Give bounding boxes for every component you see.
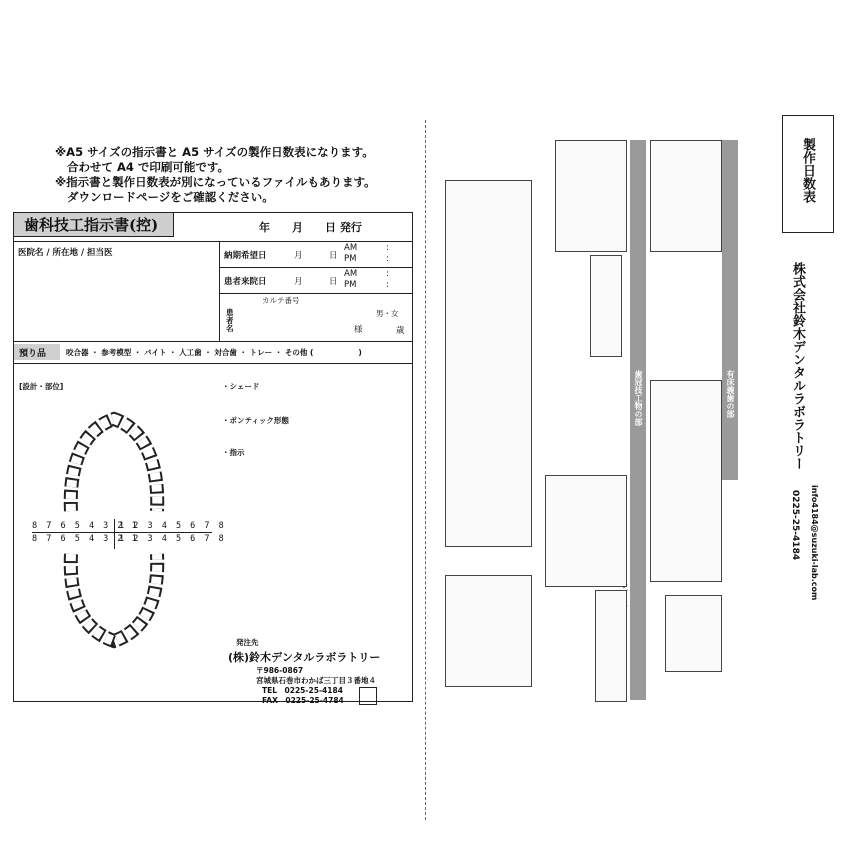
delivery-day: 日 — [329, 251, 338, 261]
denture-table-3 — [590, 255, 622, 357]
form-title: 歯科技工指示書(控) — [14, 213, 174, 237]
clinic-label: 医院名 / 所在地 / 担当医 — [18, 248, 113, 258]
chart-label: カルテ番号 — [262, 296, 300, 305]
note-line-4: ダウンロードページをご確認ください。 — [67, 190, 274, 204]
shade-label: ・シェード — [222, 382, 260, 391]
visit-colon-2: : — [386, 280, 389, 290]
instruction-form — [13, 212, 413, 705]
items-text: 咬合器 ・ 参考模型 ・ バイト ・ 人工歯 ・ 対合歯 ・ トレー ・ その他 ( ) — [66, 348, 362, 357]
delivery-colon-2: : — [386, 254, 389, 264]
fax: FAX 0225-25-4784 — [262, 696, 344, 705]
denture-table-1 — [650, 140, 722, 252]
right-email: info4184@suzuki-lab.com — [810, 485, 819, 601]
delivery-pm: PM — [344, 254, 357, 264]
right-tel: 0225-25-4184 — [790, 490, 800, 561]
implant-table — [595, 590, 627, 702]
lower-arch-diagram — [59, 549, 169, 649]
sender-label: 発注先 — [236, 638, 259, 647]
gender-label: 男・女 — [376, 309, 399, 318]
issue-date: 年 月 日 発行 — [259, 221, 362, 234]
upper-arch-diagram — [59, 411, 169, 516]
company-name: (株)鈴木デンタルラボラトリー — [228, 651, 381, 664]
honorific: 様 — [354, 325, 363, 335]
delivery-colon-1: : — [386, 243, 389, 253]
note-line-3: ※指示書と製作日数表が別になっているファイルもあります。 — [55, 175, 376, 189]
crown-table-1 — [650, 380, 722, 582]
visit-colon-1: : — [386, 269, 389, 279]
postal-code: 〒986-0867 — [256, 666, 304, 675]
upper-teeth-right: 8 7 6 5 4 3 2 1 — [32, 521, 139, 531]
note-line-1: ※A5 サイズの指示書と A5 サイズの製作日数表になります。 — [55, 145, 374, 159]
age-label: 歳 — [396, 326, 405, 336]
visit-day: 日 — [329, 277, 338, 287]
note-line-2: 合わせて A4 で印刷可能です。 — [67, 160, 229, 174]
address: 宮城県石巻市わかば三丁目３番地４ — [256, 676, 376, 685]
days-table-title: 製作日数表 — [800, 138, 815, 203]
crown-table-2 — [545, 475, 627, 587]
schedule-grid-2 — [445, 575, 532, 687]
lower-teeth-left: 1 2 3 4 5 6 7 8 — [119, 534, 226, 544]
tel: TEL 0225-25-4184 — [262, 686, 343, 695]
schedule-grid-1 — [445, 180, 532, 547]
instruction-label: ・指示 — [222, 448, 245, 457]
denture-table-2 — [555, 140, 627, 252]
days-table-title-box — [782, 115, 834, 233]
right-company-name: 株式会社鈴木デンタルラボラトリー — [790, 262, 805, 470]
visit-am: AM — [344, 269, 358, 279]
visit-pm: PM — [344, 280, 357, 290]
delivery-label: 納期希望日 — [224, 251, 267, 261]
logo-mark — [359, 687, 377, 705]
lower-teeth-right: 8 7 6 5 4 3 2 1 — [32, 534, 139, 544]
patient-label: 患者名 — [226, 308, 234, 333]
section-a-label: 有床義歯の部 — [726, 370, 735, 418]
pontic-label: ・ポンティック形態 — [222, 416, 289, 425]
crown-table-3 — [665, 595, 722, 672]
upper-teeth-left: 1 2 3 4 5 6 7 8 — [119, 521, 226, 531]
delivery-month: 月 — [294, 251, 303, 261]
visit-month: 月 — [294, 277, 303, 287]
gray-band-1 — [722, 140, 738, 480]
section-b-label: 歯冠技工物の部 — [634, 370, 643, 426]
items-label: 預り品 — [19, 349, 47, 359]
delivery-am: AM — [344, 243, 358, 253]
fold-line — [425, 120, 426, 820]
design-label: [設計・部位] — [19, 382, 64, 391]
visit-label: 患者来院日 — [224, 277, 267, 287]
